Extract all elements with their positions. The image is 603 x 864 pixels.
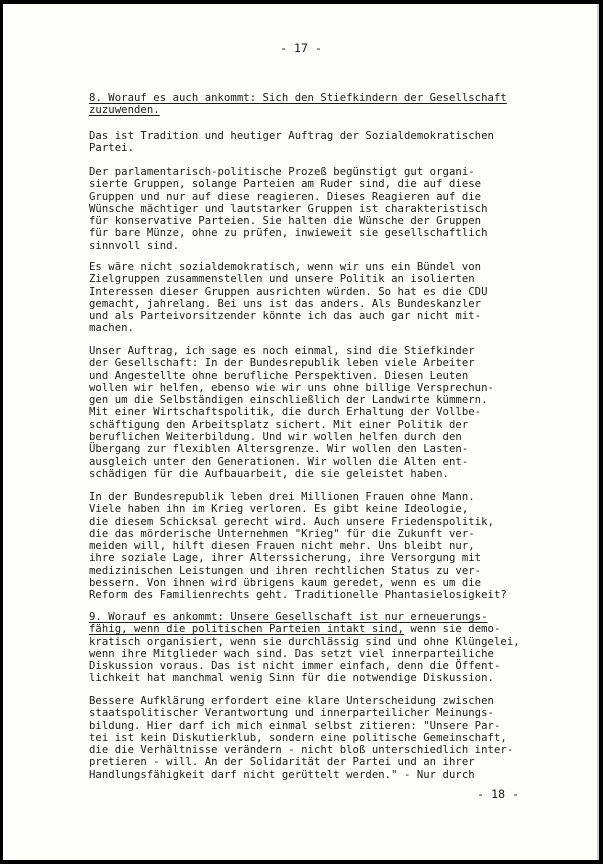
text-line: die die Verhältnisse verändern - nicht bloß unterschiedlich inter- <box>89 744 514 757</box>
text-line: die das mörderische Unternehmen "Krieg" für die Zukunft ver- <box>89 527 475 540</box>
underlined-segment: fähig, wenn die politischen Parteien intakt sind, <box>89 623 404 636</box>
text-line: staatspolitischer Verantwortung und innerparteilicher Meinungs- <box>89 707 494 720</box>
scan-border-top <box>0 0 603 4</box>
text-line: In der Bundesrepublik leben drei Millionen Frauen ohne Mann. <box>89 491 475 503</box>
text-line <box>89 611 520 623</box>
text-line: lichkeit hat manchmal wenig Sinn für die notwendige Diskussion. <box>89 672 494 685</box>
text-line: Übergang zur flexiblen Altersgrenze. Wir wollen den Lasten- <box>89 443 469 456</box>
text-line: Partei. <box>89 142 134 155</box>
text-line: die diesem Schicksal gerecht wird. Auch unsere Friedenspolitik, <box>89 515 494 528</box>
text-line: pretieren - will. An der Solidarität der Partei und an ihrer <box>89 756 475 769</box>
text-line: Viele haben ihn im Krieg verloren. Es gibt keine Ideologie, <box>89 503 469 516</box>
text-line: wollen wir helfen, ebenso wie wir uns ohne billige Versprechun- <box>89 381 494 394</box>
underlined-segment: 9. Worauf es ankommt: Unsere Gesellschaft ist nur erneuerungs- <box>89 611 488 623</box>
text-line: tei ist kein Diskutierklub, sondern eine politische Gemeinschaft, <box>89 731 507 744</box>
line-remainder: wenn sie demo- <box>403 623 501 636</box>
paragraph-women-without-men <box>89 491 507 602</box>
section-heading-8 <box>89 92 507 117</box>
text-line: Mit einer Wirtschaftspolitik, die durch Erhaltung der Vollbe- <box>89 406 482 419</box>
text-line: Der parlamentarisch-politische Prozeß begünstigt gut organi- <box>89 166 475 178</box>
text-line: der Gesellschaft: In der Bundesrepublik leben viele Arbeiter <box>89 357 475 370</box>
text-line <box>89 623 520 635</box>
text-line: bessern. Von ihnen wird übrigens kaum geredet, wenn es um die <box>89 577 482 590</box>
text-line: und Angestellte ohne berufliche Perspektiven. Diesen Leuten <box>89 369 469 382</box>
paragraph-enlightenment <box>89 695 513 781</box>
text-line: Gruppen und nur auf diese reagieren. Dieses Reagieren auf die <box>89 190 482 203</box>
text-line: schädigen für die Aufbauarbeit, die sie geleistet haben. <box>89 467 449 480</box>
text-line: machen. <box>89 322 134 335</box>
text-line: medizinischen Leistungen und ihren rechtlichen Status zu ver- <box>89 564 482 577</box>
text-line: sinnvoll sind. <box>89 239 179 252</box>
text-line: schäftigung den Arbeitsplatz sichert. Mit einer Politik der <box>89 418 469 431</box>
text-line: Handlungsfähigkeit darf nicht gerüttelt werden." - Nur durch <box>89 768 475 781</box>
text-line: ihre soziale Lage, ihrer Alterssicherung, ihre Versorgung mit <box>89 552 482 565</box>
text-line: Unser Auftrag, ich sage es noch einmal, sind die Stiefkinder <box>89 345 475 357</box>
text-line: Interessen dieser Gruppen ausrichten würden. So hat es die CDU <box>89 285 488 298</box>
text-line: Reform des Familienrechts geht. Traditionelle Phantasielosigkeit? <box>89 589 507 602</box>
text-line: Es wäre nicht sozialdemokratisch, wenn wir uns ein Bündel von <box>89 261 482 273</box>
text-line: sierte Gruppen, solange Parteien am Ruder sind, die auf diese <box>89 178 482 191</box>
text-line: zuzuwenden. <box>89 104 160 117</box>
paragraph-parliamentary-process <box>89 166 488 252</box>
text-line: 8. Worauf es auch ankommt: Sich den Stiefkindern der Gesellschaft <box>89 92 507 104</box>
text-line: gen um die Selbständigen einschließlich der Landwirte kümmern. <box>89 394 488 407</box>
text-line: für bare Münze, ohne zu prüfen, inwieweit sie gesellschaftlich <box>89 227 488 240</box>
text-line: bildung. Hier darf ich mich einmal selbst zitieren: "Unsere Par- <box>89 719 501 732</box>
page-number-bottom: - 18 - <box>477 787 519 801</box>
text-line: Bessere Aufklärung erfordert eine klare Unterscheidung zwischen <box>89 695 494 707</box>
text-line: gemacht, jahrelang. Bei uns ist das anders. Als Bundeskanzler <box>89 297 482 310</box>
text-line: beruflichen Weiterbildung. Und wir wollen helfen durch den <box>89 431 462 444</box>
page-number-top: - 17 - <box>280 41 322 55</box>
text-line: Diskussion voraus. Das ist nicht immer einfach, denn die Öffent- <box>89 660 501 673</box>
document-page <box>3 4 599 860</box>
text-line: kratisch organisiert, wenn sie durchlässig sind und ohne Klüngelei, <box>89 635 520 648</box>
text-line: für konservative Parteien. Sie halten die Wünsche der Gruppen <box>89 215 482 228</box>
text-line: Das ist Tradition und heutiger Auftrag der Sozialdemokratischen <box>89 130 494 142</box>
text-line: ausgleich unter den Generationen. Wir wollen die Alten ent- <box>89 455 469 468</box>
paragraph-target-groups <box>89 261 488 335</box>
text-line: Zielgruppen zusammenstellen und unsere Politik an isolierten <box>89 273 475 286</box>
text-line: wenn ihre Mitglieder wach sind. Das setzt viel innerparteiliche <box>89 647 494 660</box>
text-line: und als Parteivorsitzender könnte ich das auch gar nicht mit- <box>89 310 482 323</box>
paragraph-tradition <box>89 130 494 155</box>
paragraph-our-mission <box>89 345 494 480</box>
text-line: Wünsche mächtiger und lautstarker Gruppen ist charakteristisch <box>89 202 488 215</box>
section-heading-9-paragraph <box>89 611 520 685</box>
text-line: meiden will, hilft diesen Frauen nicht mehr. Uns bleibt nur, <box>89 540 475 553</box>
